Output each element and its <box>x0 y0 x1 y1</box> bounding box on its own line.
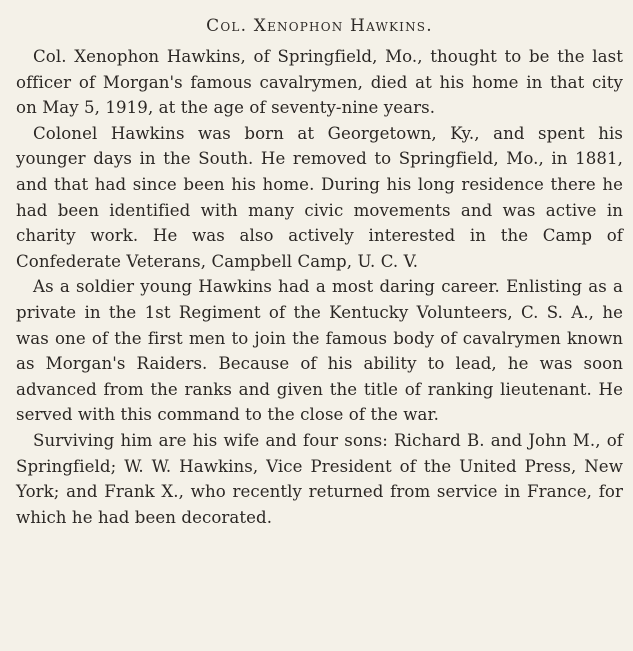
article-title: Col. Xenophon Hawkins. <box>206 16 433 36</box>
paragraph-3: As a soldier young Hawkins had a most daring career. Enlisting as a private in the 1st Regiment of the Kentucky Volunteers, C. S. A., he was one of the first men to join the famous body of cavalrymen known as Morgan's Raiders. Because of his ability to lead, he was soon advanced from the ranks and given the title of ranking lieutenant. He served with this command to the close of the war. <box>16 277 623 425</box>
paragraph-1: Col. Xenophon Hawkins, of Springfield, Mo., thought to be the last officer of Morgan's famous cavalrymen, died at his home in that city on May 5, 1919, at the age of seventy-nine years. <box>16 47 623 118</box>
paragraph-4: Surviving him are his wife and four sons: Richard B. and John M., of Springfield; W. W. Hawkins, Vice President of the United Press, New York; and Frank X., who recently returned from service in France, for which he had been decorated. <box>16 430 623 527</box>
paragraph-2: Colonel Hawkins was born at Georgetown, Ky., and spent his younger days in the South. He removed to Springfield, Mo., in 1881, and that had since been his home. During his long residence there he had been identified with many civic movements and was active in charity work. He was also actively interested in the Camp of Confederate Veterans, Campbell Camp, U. C. V. <box>16 123 623 271</box>
article-body <box>16 44 623 530</box>
